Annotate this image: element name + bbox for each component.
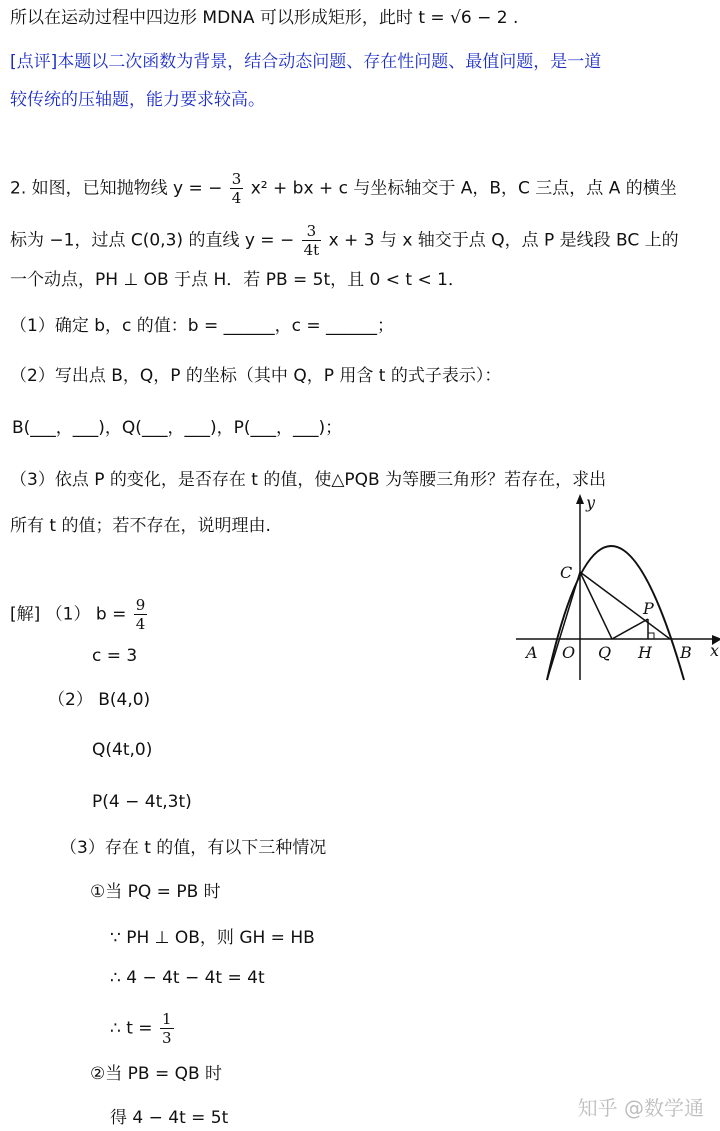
q2-text-b: x² + bx + c 与坐标轴交于 A，B，C 三点，点 A 的横坐: [250, 178, 677, 199]
frac-num: 3: [302, 222, 322, 241]
subquestion-2: （2）写出点 B，Q，P 的坐标（其中 Q，P 用含 t 的式子表示）：: [10, 366, 502, 386]
label-point-a: A: [526, 643, 538, 662]
frac-num: 1: [161, 1010, 172, 1028]
case1c-text: ∴ t =: [110, 1018, 153, 1039]
question-2-line-1: [10, 170, 677, 207]
solution-2-q: Q(4t,0): [92, 740, 153, 760]
frac-den: 4: [135, 615, 146, 633]
case-2: ②当 PB = QB 时: [90, 1064, 223, 1084]
fraction-1-3: [160, 1010, 174, 1047]
question-2-line-3: 一个动点，PH ⊥ OB 于点 H．若 PB = 5t，且 0 < t < 1．: [10, 270, 465, 290]
parabola-figure: [512, 492, 720, 682]
q2-text-d: x + 3 与 x 轴交于点 Q，点 P 是线段 BC 上的: [328, 230, 679, 251]
label-point-p: P: [643, 599, 654, 618]
frac-den: 3: [161, 1029, 172, 1047]
frac-den: 4t: [303, 241, 320, 259]
watermark: 知乎 @数学通: [577, 1096, 704, 1120]
question-2-line-2: [10, 222, 679, 259]
line-1: 所以在运动过程中四边形 MDNA 可以形成矩形，此时 t = √6 − 2 .: [10, 8, 519, 28]
solution-2-p: P(4 − 4t,3t): [92, 792, 192, 812]
subquestion-1: （1）确定 b，c 的值：b = ______，c = ______；: [10, 316, 395, 336]
sol1-text: [解] （1） b =: [10, 604, 127, 625]
subquestion-3-line-2: 所有 t 的值；若不存在，说明理由.: [10, 516, 271, 536]
case-1: ①当 PQ = PB 时: [90, 882, 221, 902]
label-point-o: O: [562, 643, 576, 662]
fraction-3-4t: [302, 222, 322, 259]
fraction-3-4: [230, 170, 244, 207]
label-y-axis: y: [586, 493, 596, 512]
frac-den: 4: [231, 189, 242, 207]
solution-1: [10, 596, 149, 633]
frac-num: 3: [231, 170, 242, 188]
label-point-c: C: [560, 563, 573, 582]
label-point-b: B: [680, 643, 692, 662]
frac-num: 9: [135, 596, 146, 614]
solution-3: （3）存在 t 的值，有以下三种情况: [60, 838, 327, 858]
subquestion-3-line-1: （3）依点 P 的变化，是否存在 t 的值，使△PQB 为等腰三角形？若存在，求出: [10, 470, 607, 490]
case-2-a: 得 4 − 4t = 5t: [110, 1108, 229, 1128]
subquestion-2-blanks: B(___，___)，Q(___，___)，P(___，___)；: [12, 418, 343, 438]
case-1-a: ∵ PH ⊥ OB，则 GH = HB: [110, 928, 315, 948]
solution-1-c: c = 3: [92, 646, 138, 666]
q2-text-c: 标为 −1，过点 C(0,3) 的直线 y = −: [10, 230, 295, 251]
fraction-9-4: [134, 596, 148, 633]
case-1-c: [110, 1010, 176, 1047]
label-x-axis: x: [710, 641, 720, 660]
solution-2-b: （2） B(4,0): [48, 690, 151, 710]
comment-line-2: 较传统的压轴题，能力要求较高。: [10, 90, 265, 110]
q2-text-a: 2. 如图，已知抛物线 y = −: [10, 178, 223, 199]
case-1-b: ∴ 4 − 4t − 4t = 4t: [110, 968, 265, 988]
label-point-h: H: [638, 643, 652, 662]
comment-line-1: [点评]本题以二次函数为背景，结合动态问题、存在性问题、最值问题，是一道: [10, 52, 602, 72]
label-point-q: Q: [598, 643, 612, 662]
